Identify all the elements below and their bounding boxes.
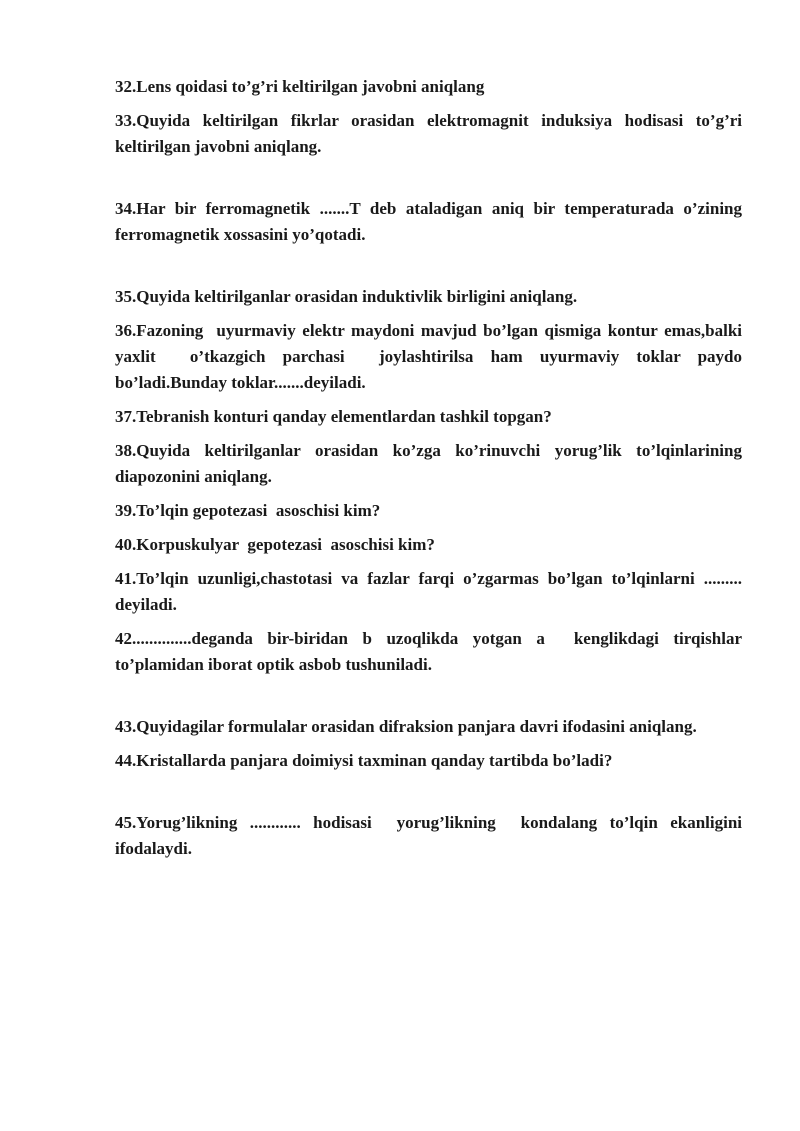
question-37: 37.Tebranish konturi qanday elementlardan tashkil topgan? xyxy=(115,407,552,426)
question-39: 39.To’lqin gepotezasi asoschisi kim? xyxy=(115,501,381,520)
question-35: 35.Quyida keltirilganlar orasidan induktivlik birligini aniqlang. xyxy=(115,287,578,306)
question-43: 43.Quyidagilar formulalar orasidan difraksion panjara davri ifodasini aniqlang. xyxy=(115,717,697,736)
question-36: 36.Fazoning uyurmaviy elektr maydoni mavjud bo’lgan qismiga kontur emas,balki yaxlit o’tkazgich parchasi joylashtirilsa ham uyurmaviy toklar paydo bo’ladi.Bunday toklar.......deyiladi. xyxy=(115,321,751,392)
question-45: 45.Yorug’likning ............ hodisasi yorug’likning kondalang to’lqin ekanligini ifodalaydi. xyxy=(115,813,747,858)
question-32: 32.Lens qoidasi to’g’ri keltirilgan javobni aniqlang xyxy=(115,77,485,96)
question-41: 41.To’lqin uzunligi,chastotasi va fazlar farqi o’zgarmas bo’lgan to’lqinlarni ......... deyiladi. xyxy=(115,569,747,614)
question-34: 34.Har bir ferromagnetik .......T deb ataladigan aniq bir temperaturada o’zining ferromagnetik xossasini yo’qotadi. xyxy=(115,199,747,244)
question-33: 33.Quyida keltirilgan fikrlar orasidan elektromagnit induksiya hodisasi to’g’ri keltirilgan javobni aniqlang. xyxy=(115,111,747,156)
question-44: 44.Kristallarda panjara doimiysi taxminan qanday tartibda bo’ladi? xyxy=(115,751,613,770)
question-40: 40.Korpuskulyar gepotezasi asoschisi kim? xyxy=(115,535,435,554)
question-list xyxy=(115,74,751,862)
question-38: 38.Quyida keltirilganlar orasidan ko’zga ko’rinuvchi yorug’lik to’lqinlarining diapozonini aniqlang. xyxy=(115,441,747,486)
question-42: 42..............deganda bir-biridan b uzoqlikda yotgan a kenglikdagi tirqishlar to’plamidan iborat optik asbob tushuniladi. xyxy=(115,629,747,674)
